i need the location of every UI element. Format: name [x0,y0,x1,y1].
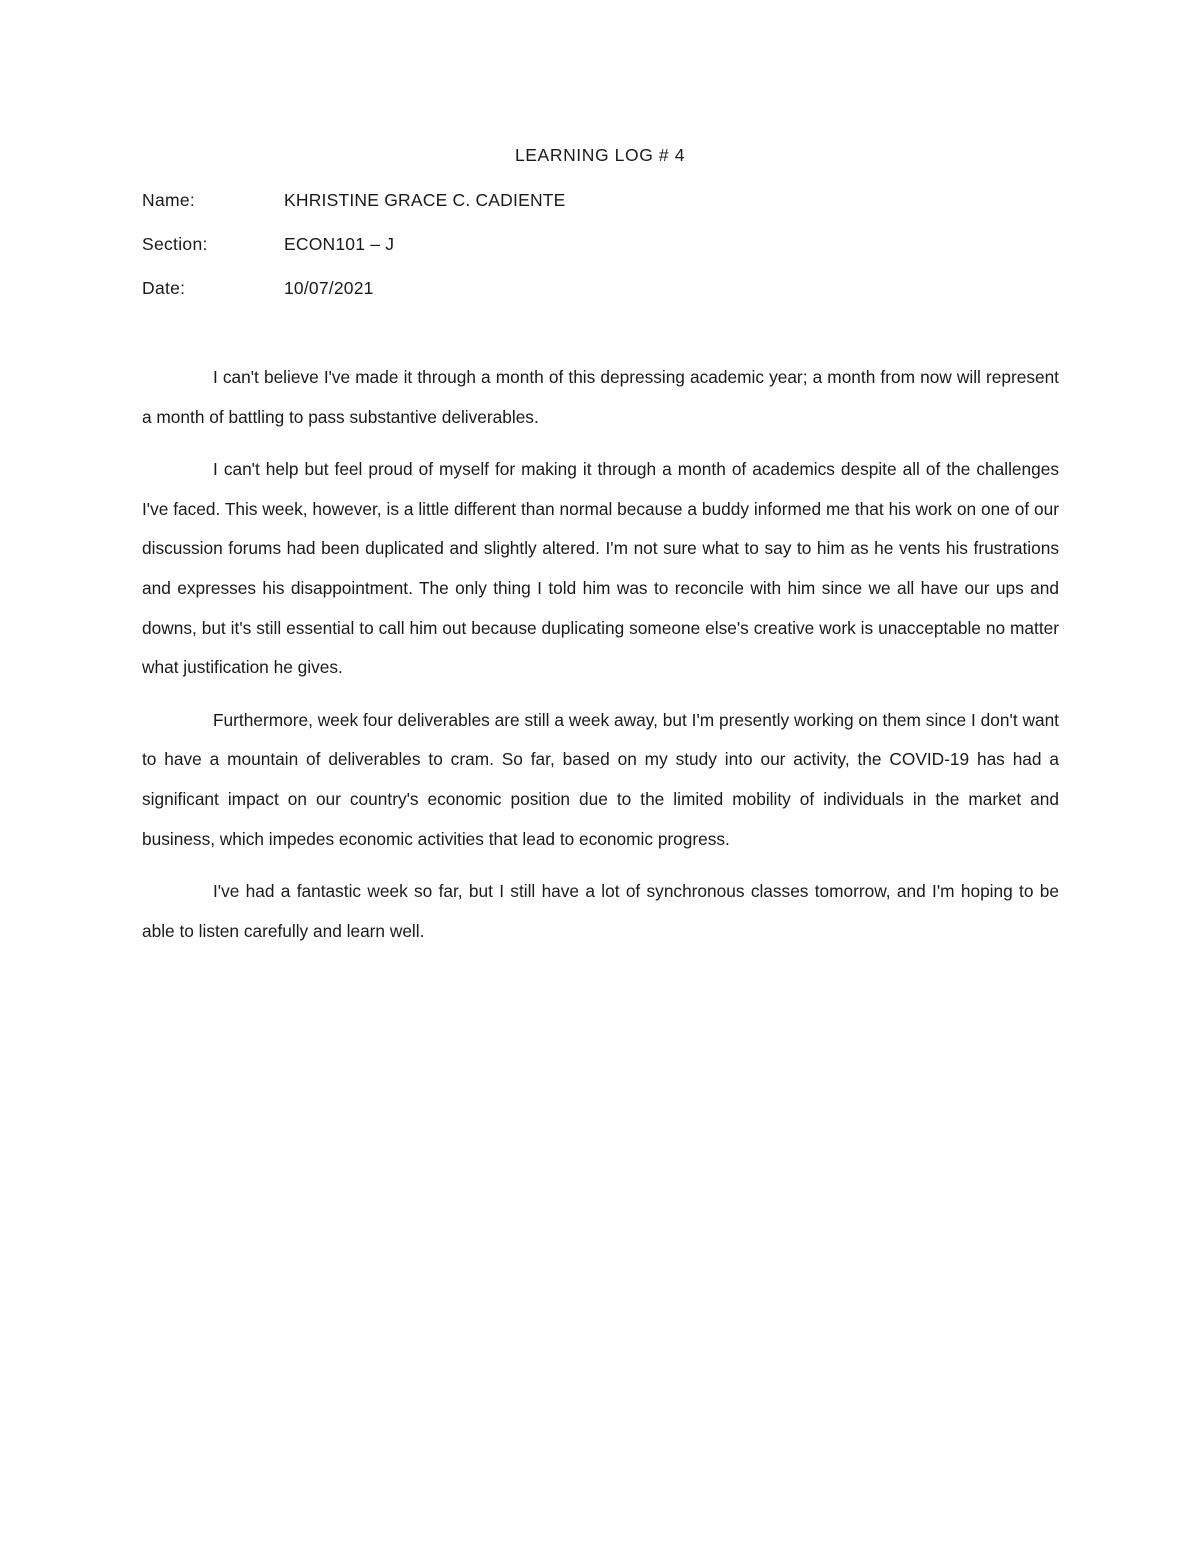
name-field [142,188,566,212]
date-field [142,276,374,300]
date-value: 10/07/2021 [284,278,374,298]
document-title: LEARNING LOG # 4 [514,145,686,165]
paragraph: Furthermore, week four deliverables are still a week away, but I'm presently working on them since I don't want to have a mountain of deliverables to cram. So far, based on my study into our activity, the COVID-19 has had a significant impact on our country's economic position due to the limited mobility of individuals in the market and business, which impedes economic activities that lead to economic progress. [142,709,1059,849]
name-label: Name: [142,190,196,210]
section-label: Section: [142,234,208,254]
section-field [142,232,394,256]
date-label: Date: [142,278,186,298]
paragraph: I can't believe I've made it through a month of this depressing academic year; a month from now will represent a month of battling to pass substantive deliverables. [142,367,1059,427]
paragraph: I've had a fantastic week so far, but I still have a lot of synchronous classes tomorrow, and I'm hoping to be able to listen carefully and learn well. [142,881,1059,941]
name-value: KHRISTINE GRACE C. CADIENTE [284,190,566,210]
section-value: ECON101 – J [284,234,395,254]
document-body [142,358,1059,964]
paragraph: I can't help but feel proud of myself for making it through a month of academics despite all of the challenges I've faced. This week, however, is a little different than normal because a buddy informed me that his work on one of our discussion forums had been duplicated and slightly altered. I'm not sure what to say to him as he vents his frustrations and expresses his disappointment. The only thing I told him was to reconcile with him since we all have our ups and downs, but it's still essential to call him out because duplicating someone else's creative work is unacceptable no matter what justification he gives. [142,459,1059,678]
